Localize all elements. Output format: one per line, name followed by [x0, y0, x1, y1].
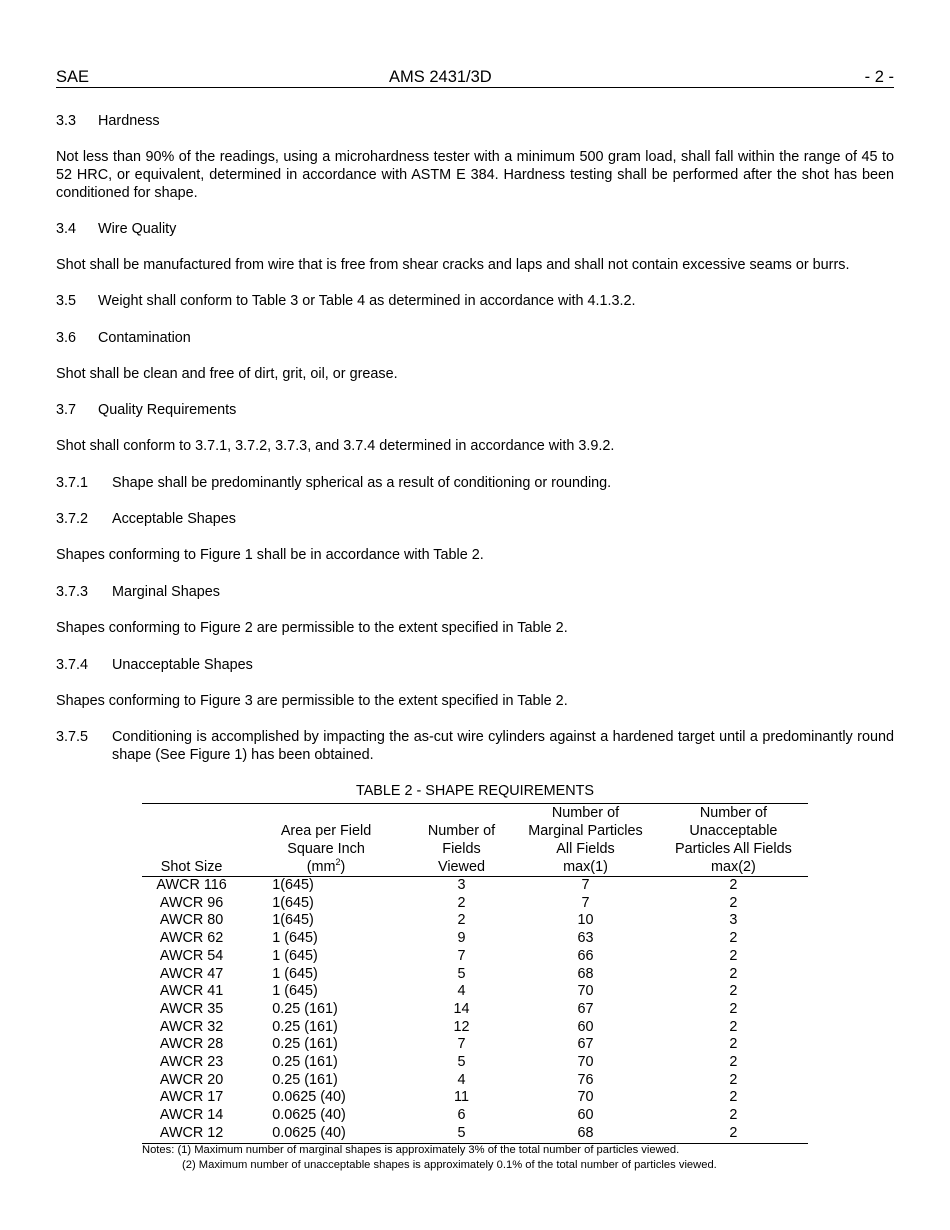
cell-fields-viewed: 11: [454, 1089, 469, 1106]
header-text: All Fields: [556, 841, 615, 857]
section-title: Wire Quality: [98, 221, 177, 237]
section-text: Shape shall be predominantly spherical as a result of conditioning or rounding.: [112, 475, 612, 491]
table-row: [142, 1001, 808, 1019]
cell-fields-viewed: 4: [457, 983, 466, 1000]
cell-marginal: 70: [577, 1054, 594, 1071]
cell-unacceptable: 3: [729, 912, 738, 929]
table-row: [142, 983, 808, 1001]
header-text: Fields: [442, 841, 481, 857]
section-number: 3.7.4: [56, 657, 89, 673]
section-3-7-1: [56, 474, 894, 492]
header-text: ): [340, 859, 346, 875]
section-number: 3.7.1: [56, 475, 89, 491]
cell-shot-size: AWCR 116: [156, 877, 227, 893]
header-text: (mm: [306, 859, 336, 875]
section-3-7-2-heading: [56, 510, 894, 528]
section-title: Contamination: [98, 330, 191, 346]
cell-marginal: 67: [577, 1036, 594, 1053]
header-text: Number of: [551, 805, 620, 821]
section-3-6-heading: [56, 329, 894, 347]
section-3-7-2-body: Shapes conforming to Figure 1 shall be in accordance with Table 2.: [56, 547, 484, 563]
section-3-4-heading: [56, 220, 894, 238]
cell-area: 0.25 (161): [272, 1054, 338, 1071]
header-text: Square Inch: [287, 841, 365, 857]
cell-shot-size: AWCR 32: [159, 1018, 224, 1035]
table-row: [142, 966, 808, 984]
section-3-6-body: Shot shall be clean and free of dirt, grit, oil, or grease.: [56, 366, 398, 382]
cell-shot-size: AWCR 41: [159, 983, 224, 1000]
cell-shot-size: AWCR 17: [159, 1089, 224, 1106]
section-number: 3.7.3: [56, 584, 89, 600]
cell-area: 0.25 (161): [272, 1000, 338, 1017]
section-title: Hardness: [98, 113, 160, 129]
cell-unacceptable: 2: [729, 965, 738, 982]
cell-unacceptable: 2: [729, 1018, 738, 1035]
header-text: max(2): [711, 859, 756, 875]
section-3-7-4-heading: [56, 656, 894, 674]
table-row: [142, 948, 808, 966]
cell-unacceptable: 2: [729, 930, 738, 947]
cell-shot-size: AWCR 12: [159, 1124, 224, 1141]
cell-area: 0.25 (161): [272, 1071, 338, 1088]
cell-unacceptable: 2: [729, 1036, 738, 1053]
cell-shot-size: AWCR 20: [159, 1071, 224, 1088]
section-number: 3.7: [56, 402, 77, 418]
cell-unacceptable: 2: [729, 1124, 738, 1141]
cell-shot-size: AWCR 80: [159, 912, 224, 929]
cell-fields-viewed: 7: [457, 947, 466, 964]
cell-area: 0.25 (161): [272, 1036, 338, 1053]
table-row: [142, 895, 808, 913]
table-note-1: Notes: (1) Maximum number of marginal shapes is approximately 3% of the total number of particles viewed.: [142, 1144, 680, 1156]
table-note-2: (2) Maximum number of unacceptable shapes is approximately 0.1% of the total number of particles viewed.: [182, 1159, 717, 1171]
cell-fields-viewed: 3: [457, 877, 466, 893]
cell-marginal: 68: [577, 965, 594, 982]
shape-requirements-table: [142, 803, 808, 1144]
table-notes: [142, 1143, 902, 1173]
cell-unacceptable: 2: [729, 1054, 738, 1071]
cell-unacceptable: 2: [729, 1000, 738, 1017]
cell-area: 1 (645): [272, 965, 318, 982]
cell-fields-viewed: 5: [457, 1054, 466, 1071]
cell-marginal: 63: [577, 930, 594, 947]
cell-shot-size: AWCR 35: [159, 1000, 224, 1017]
cell-fields-viewed: 4: [457, 1071, 466, 1088]
cell-unacceptable: 2: [729, 947, 738, 964]
cell-fields-viewed: 6: [457, 1107, 466, 1124]
cell-shot-size: AWCR 14: [159, 1107, 224, 1124]
section-text: Conditioning is accomplished by impacting the as-cut wire cylinders against a hardened target until a predominantly round shape (See Figure 1) has been obtained.: [112, 729, 894, 763]
cell-shot-size: AWCR 54: [159, 947, 224, 964]
section-title: Unacceptable Shapes: [112, 657, 253, 673]
header-text: Shot Size: [160, 859, 223, 875]
header-text: Viewed: [438, 859, 485, 875]
cell-fields-viewed: 12: [453, 1018, 470, 1035]
col-header-area: [241, 804, 411, 877]
cell-fields-viewed: 7: [457, 1036, 466, 1053]
col-header-marginal: [512, 804, 659, 877]
table-row: [142, 1107, 808, 1125]
cell-shot-size: AWCR 23: [159, 1054, 224, 1071]
cell-area: 0.0625 (40): [272, 1089, 346, 1106]
table-row: [142, 1036, 808, 1054]
cell-shot-size: AWCR 47: [159, 965, 224, 982]
table-row: [142, 877, 808, 895]
section-3-7-5: [56, 728, 894, 764]
section-text: Weight shall conform to Table 3 or Table 4 as determined in accordance with 4.1.3.2.: [98, 293, 636, 309]
header-text: Number of: [427, 823, 496, 839]
table-row: [142, 912, 808, 930]
cell-area: 1 (645): [272, 947, 318, 964]
header-superscript: 2: [335, 857, 341, 868]
header-text: Area per Field: [280, 823, 372, 839]
cell-marginal: 60: [577, 1107, 594, 1124]
section-number: 3.5: [56, 293, 77, 309]
cell-shot-size: AWCR 96: [159, 894, 224, 911]
cell-marginal: 10: [577, 912, 594, 929]
section-3-3-body: Not less than 90% of the readings, using a microhardness tester with a minimum 500 gram load, shall fall within the range of 45 to 52 HRC, or equivalent, determined in accordance with ASTM E 384. Hardness testing shall be performed after the shot has been conditioned for shape.: [56, 149, 894, 201]
cell-marginal: 76: [577, 1071, 594, 1088]
section-3-7-3-body: Shapes conforming to Figure 2 are permissible to the extent specified in Table 2.: [56, 620, 568, 636]
cell-fields-viewed: 5: [457, 965, 466, 982]
col-header-shot-size: [142, 804, 241, 877]
cell-marginal: 60: [577, 1018, 594, 1035]
cell-marginal: 70: [577, 1089, 594, 1106]
col-header-unacceptable: [659, 804, 808, 877]
cell-area: 1(645): [272, 877, 314, 893]
table-header-row: [142, 804, 808, 877]
cell-unacceptable: 2: [729, 894, 738, 911]
cell-marginal: 70: [577, 983, 594, 1000]
table-row: [142, 1054, 808, 1072]
section-3-7-body: Shot shall conform to 3.7.1, 3.7.2, 3.7.3, and 3.7.4 determined in accordance with 3.9.2.: [56, 438, 615, 454]
table-row: [142, 1125, 808, 1143]
header-org: SAE: [56, 68, 90, 86]
cell-marginal: 66: [577, 947, 594, 964]
cell-marginal: 7: [581, 877, 590, 893]
cell-fields-viewed: 2: [457, 894, 466, 911]
header-text: Number of: [699, 805, 768, 821]
section-3-7-4-body: Shapes conforming to Figure 3 are permissible to the extent specified in Table 2.: [56, 693, 568, 709]
header-text: Marginal Particles: [528, 823, 643, 839]
cell-fields-viewed: 2: [457, 912, 466, 929]
table-row: [142, 1019, 808, 1037]
section-number: 3.4: [56, 221, 77, 237]
section-title: Marginal Shapes: [112, 584, 220, 600]
section-title: Acceptable Shapes: [112, 511, 237, 527]
table-row: [142, 1089, 808, 1107]
cell-fields-viewed: 9: [457, 930, 466, 947]
cell-area: 0.0625 (40): [272, 1107, 346, 1124]
cell-shot-size: AWCR 62: [159, 930, 224, 947]
cell-unacceptable: 2: [729, 1107, 738, 1124]
header-text: max(1): [563, 859, 608, 875]
col-header-fields-viewed: [411, 804, 512, 877]
cell-unacceptable: 2: [729, 877, 738, 893]
header-page-number: - 2 -: [864, 68, 894, 86]
section-3-4-body: Shot shall be manufactured from wire that is free from shear cracks and laps and shall not contain excessive seams or burrs.: [56, 257, 850, 273]
section-number: 3.6: [56, 330, 77, 346]
section-3-5: [56, 292, 894, 310]
page-header: [56, 67, 894, 88]
table-row: [142, 930, 808, 948]
cell-area: 1(645): [272, 894, 314, 911]
cell-unacceptable: 2: [729, 1089, 738, 1106]
cell-marginal: 7: [581, 894, 590, 911]
cell-area: 1 (645): [272, 983, 318, 1000]
section-number: 3.3: [56, 113, 77, 129]
cell-fields-viewed: 14: [453, 1000, 470, 1017]
cell-fields-viewed: 5: [457, 1124, 466, 1141]
header-text: Unacceptable: [689, 823, 778, 839]
header-text: Particles All Fields: [675, 841, 792, 857]
section-number: 3.7.2: [56, 511, 89, 527]
cell-area: 0.0625 (40): [272, 1124, 346, 1141]
section-3-7-heading: [56, 401, 894, 419]
cell-area: 1(645): [272, 912, 314, 929]
cell-unacceptable: 2: [729, 1071, 738, 1088]
cell-shot-size: AWCR 28: [159, 1036, 224, 1053]
section-title: Quality Requirements: [98, 402, 237, 418]
cell-area: 1 (645): [272, 930, 318, 947]
cell-unacceptable: 2: [729, 983, 738, 1000]
header-doc-number: AMS 2431/3D: [389, 68, 492, 86]
table-caption: TABLE 2 - SHAPE REQUIREMENTS: [355, 783, 595, 799]
section-3-3-heading: [56, 112, 894, 130]
cell-marginal: 68: [577, 1124, 594, 1141]
cell-area: 0.25 (161): [272, 1018, 338, 1035]
section-number: 3.7.5: [56, 729, 89, 745]
table-row: [142, 1072, 808, 1090]
cell-marginal: 67: [577, 1000, 594, 1017]
section-3-7-3-heading: [56, 583, 894, 601]
